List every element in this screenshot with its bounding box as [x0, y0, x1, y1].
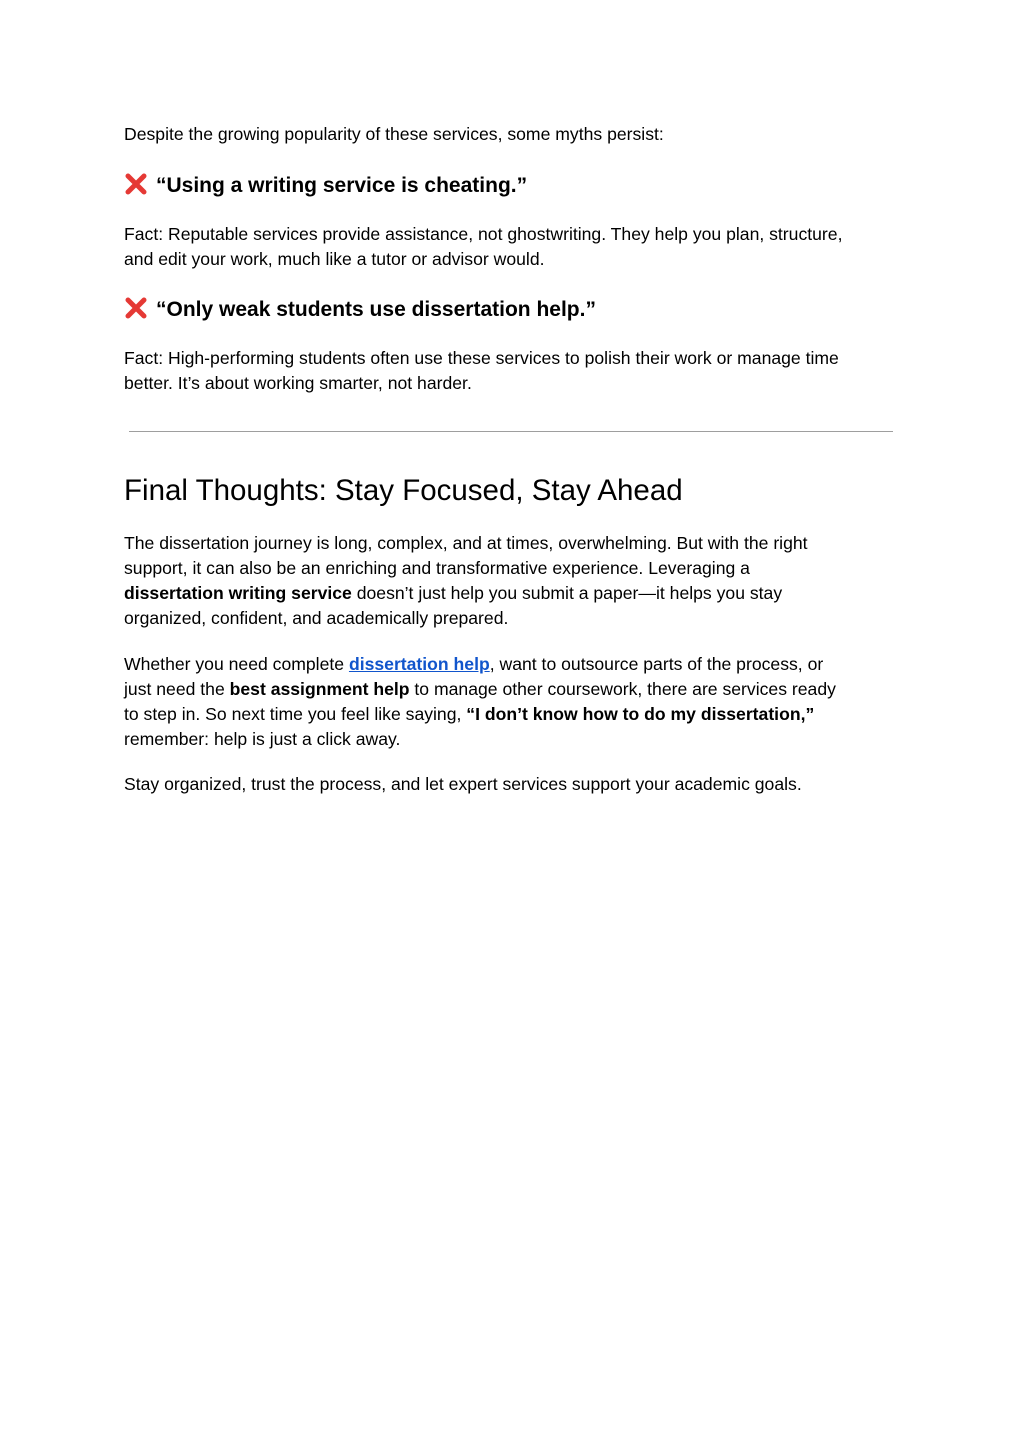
paragraph-1 [124, 531, 900, 631]
myth-title-2: “Only weak students use dissertation help.” [156, 298, 596, 321]
dissertation-help-link[interactable]: dissertation help [348, 654, 490, 674]
cross-mark-icon [124, 172, 148, 196]
para-2-line-3-pre: to step in. So next time you feel like saying, [124, 704, 467, 724]
fact-paragraph-1 [124, 222, 900, 272]
para-2-line-2-post: to manage other coursework, there are services ready [409, 679, 836, 699]
para-1-line-1: The dissertation journey is long, complex, and at times, overwhelming. But with the right [124, 533, 808, 553]
para-2-line-4: remember: help is just a click away. [124, 729, 401, 749]
para-1-line-3-rest: doesn’t just help you submit a paper—it helps you stay [351, 583, 783, 603]
myth-title-1: “Using a writing service is cheating.” [156, 174, 528, 197]
fact-2-line-2: better. It’s about working smarter, not harder. [124, 373, 472, 393]
para-2-pre-link: Whether you need complete [124, 654, 349, 674]
para-1-line-4: organized, confident, and academically prepared. [124, 608, 509, 628]
intro-paragraph: Despite the growing popularity of these services, some myths persist: [124, 124, 664, 144]
para-2-post-link: , want to outsource parts of the process, or [489, 654, 824, 674]
horizontal-divider [129, 431, 893, 432]
paragraph-3: Stay organized, trust the process, and let expert services support your academic goals. [124, 774, 802, 794]
bold-quote: “I don’t know how to do my dissertation,” [466, 704, 815, 724]
section-heading: Final Thoughts: Stay Focused, Stay Ahead [124, 474, 683, 507]
fact-1-line-2: and edit your work, much like a tutor or advisor would. [124, 249, 545, 269]
fact-paragraph-2 [124, 346, 900, 396]
para-1-line-2: support, it can also be an enriching and transformative experience. Leveraging a [124, 558, 750, 578]
myth-heading-2 [124, 296, 596, 324]
myth-heading-1 [124, 172, 527, 200]
para-2-line-2-pre: just need the [124, 679, 230, 699]
fact-2-line-1: Fact: High-performing students often use these services to polish their work or manage time [124, 348, 839, 368]
bold-best-assignment-help: best assignment help [229, 679, 410, 699]
cross-mark-icon [124, 296, 148, 320]
bold-dissertation-writing-service: dissertation writing service [124, 583, 352, 603]
fact-1-line-1: Fact: Reputable services provide assistance, not ghostwriting. They help you plan, structure, [124, 224, 843, 244]
paragraph-2 [124, 652, 900, 752]
